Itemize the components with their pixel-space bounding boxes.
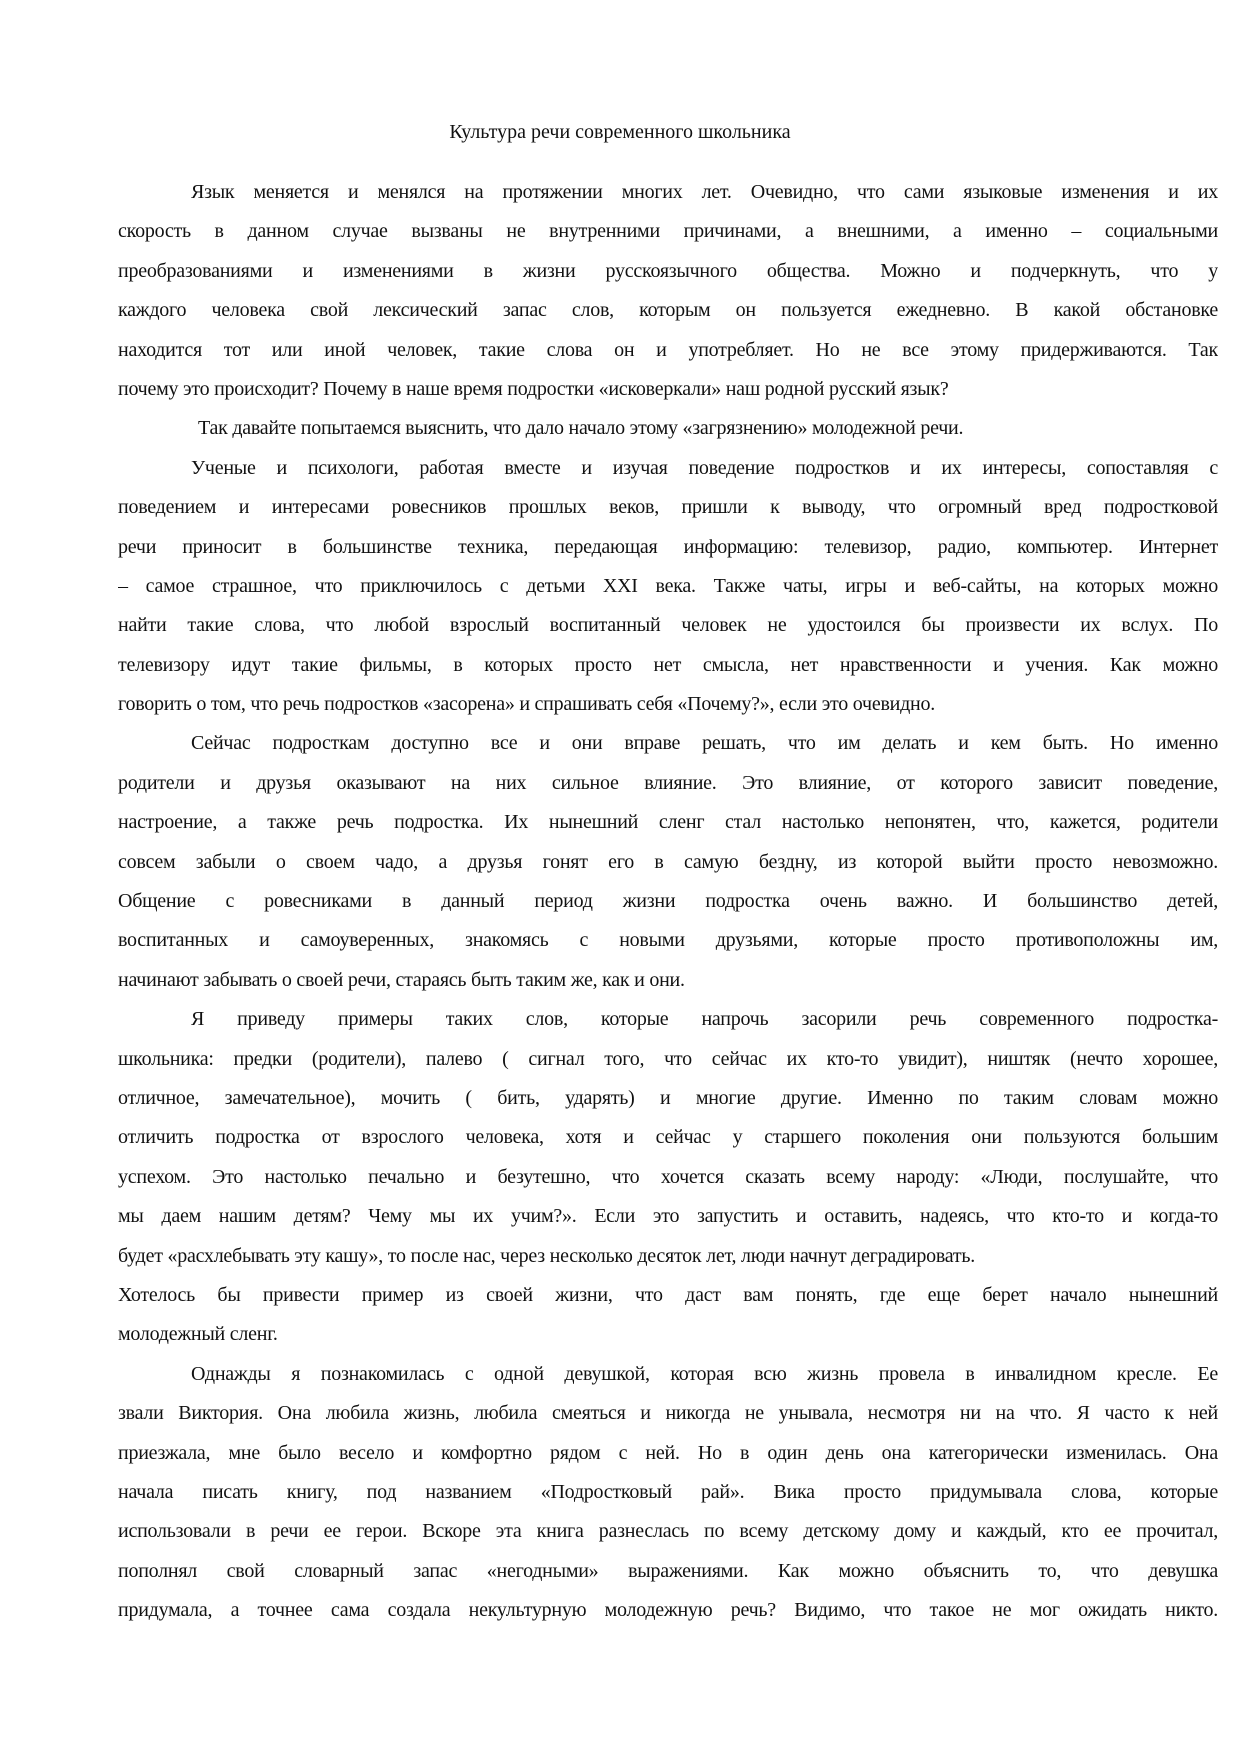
paragraph (118, 449, 1218, 725)
text-line: Хотелось бы привести пример из своей жизни, что даст вам понять, где еще берет начало нынешний (118, 1283, 1218, 1306)
text-line: воспитанных и самоуверенных, знакомясь с новыми друзьями, которые просто противоположны им, (118, 929, 1218, 952)
text-line: настроение, а также речь подростка. Их нынешний сленг стал настолько непонятен, что, кажется, родители (118, 811, 1218, 834)
document-title: Культура речи современного школьника (449, 121, 791, 143)
text-line: Однажды я познакомилась с одной девушкой, которая всю жизнь провела в инвалидном кресле. Ее (191, 1362, 1218, 1385)
text-line: – самое страшное, что приключилось с детьми XXI века. Также чаты, игры и веб-сайты, на которых можно (118, 574, 1218, 597)
document-body (118, 173, 1218, 1630)
text-line: речи приносит в большинстве техника, передающая информацию: телевизор, радио, компьютер. Интернет (118, 535, 1218, 558)
text-line: найти такие слова, что любой взрослый воспитанный человек не удостоился бы произвести их вслух. По (118, 614, 1218, 637)
text-line: Язык меняется и менялся на протяжении многих лет. Очевидно, что сами языковые изменения и их (191, 181, 1218, 203)
text-line: использовали в речи ее герои. Вскоре эта книга разнеслась по всему детскому дому и каждый, кто ее прочитал, (118, 1520, 1218, 1543)
text-line: телевизору идут такие фильмы, в которых просто нет смысла, нет нравственности и учения. Как можно (118, 653, 1218, 676)
text-line: школьника: предки (родители), палево ( сигнал того, что сейчас их кто-то увидит), ништяк (нечто хорошее, (118, 1047, 1218, 1070)
text-line: совсем забыли о своем чадо, а друзья гонят его в самую бездну, из которой выйти просто невозможно. (118, 850, 1218, 873)
text-line: находится тот или иной человек, такие слова он и употребляет. Но не все этому придерживаются. Так (118, 338, 1218, 361)
paragraph (118, 724, 1218, 1000)
paragraph (118, 1276, 1218, 1355)
text-line: каждого человека свой лексический запас слов, которым он пользуется ежедневно. В какой обстановке (118, 299, 1218, 322)
text-line: отличное, замечательное), мочить ( бить, ударять) и многие другие. Именно по таким словам можно (118, 1086, 1218, 1109)
text-line: Ученые и психологи, работая вместе и изучая поведение подростков и их интересы, сопоставляя с (191, 456, 1218, 479)
text-line: начинают забывать о своей речи, стараясь быть таким же, как и они. (118, 968, 685, 991)
paragraph (118, 1000, 1218, 1276)
text-line: почему это происходит? Почему в наше время подростки «исковеркали» наш родной русский язык? (118, 377, 949, 400)
text-line: мы даем нашим детям? Чему мы их учим?». Если это запустить и оставить, надеясь, что кто-то и когда-то (118, 1205, 1218, 1228)
text-line: Я приведу примеры таких слов, которые напрочь засорили речь современного подростка- (191, 1008, 1218, 1031)
text-line: отличить подростка от взрослого человека, хотя и сейчас у старшего поколения они пользуются большим (118, 1126, 1218, 1149)
text-line: будет «расхлебывать эту кашу», то после нас, через несколько десяток лет, люди начнут деградировать. (118, 1244, 975, 1267)
text-line: поведением и интересами ровесников прошлых веков, пришли к выводу, что огромный вред подростковой (118, 496, 1218, 519)
text-line: говорить о том, что речь подростков «засорена» и спрашивать себя «Почему?», если это очевидно. (118, 693, 935, 716)
text-line: приезжала, мне было весело и комфортно рядом с ней. Но в один день она категорически изменилась. Она (118, 1441, 1218, 1464)
text-line: Общение с ровесниками в данный период жизни подростка очень важно. И большинство детей, (118, 890, 1218, 913)
text-line: пополнял свой словарный запас «негодными» выражениями. Как можно объяснить то, что девушка (118, 1559, 1218, 1582)
text-line: скорость в данном случае вызваны не внутренними причинами, а внешними, а именно – социальными (118, 220, 1218, 243)
text-line: придумала, а точнее сама создала некультурную молодежную речь? Видимо, что такое не мог ожидать никто. (118, 1599, 1218, 1622)
text-line: начала писать книгу, под названием «Подростковый рай». Вика просто придумывала слова, которые (118, 1480, 1218, 1503)
text-line: преобразованиями и изменениями в жизни русскоязычного общества. Можно и подчеркнуть, что у (118, 259, 1218, 282)
paragraph (118, 409, 1218, 448)
text-line: звали Виктория. Она любила жизнь, любила смеяться и никогда не унывала, несмотря ни на что. Я часто к ней (118, 1402, 1218, 1425)
text-line: родители и друзья оказывают на них сильное влияние. Это влияние, от которого зависит поведение, (118, 771, 1218, 794)
paragraph (118, 173, 1218, 409)
text-line: Так давайте попытаемся выяснить, что дало начало этому «загрязнению» молодежной речи. (198, 417, 964, 440)
text-line: молодежный сленг. (118, 1323, 278, 1346)
text-line: Сейчас подросткам доступно все и они вправе решать, что им делать и кем быть. Но именно (191, 732, 1218, 755)
text-line: успехом. Это настолько печально и безутешно, что хочется сказать всему народу: «Люди, послушайте, что (118, 1165, 1218, 1188)
paragraph (118, 1355, 1218, 1631)
